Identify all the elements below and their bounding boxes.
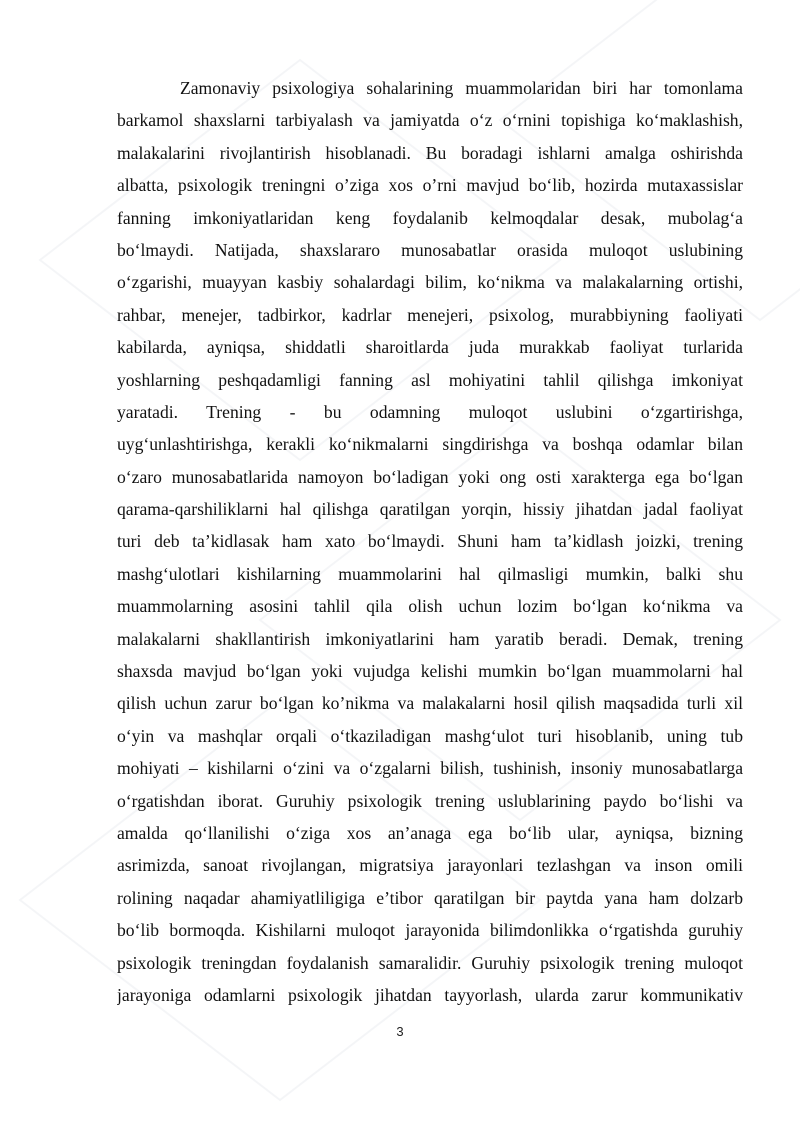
text-line: rolining naqadar ahamiyatliligiga e’tibor qaratilgan bir paytda yana ham dolzarb	[117, 887, 743, 908]
text-line: Zamonaviy psixologiya sohalarining muammolaridan biri har tomonlama	[180, 78, 743, 98]
body-paragraph	[117, 72, 743, 1011]
text-line: malakalarini rivojlantirish hisoblanadi. Bu boradagi ishlarni amalga oshirishda	[117, 142, 743, 163]
text-line: o‘yin va mashqlar orqali o‘tkaziladigan mashg‘ulot turi hisoblanib, uning tub	[117, 725, 743, 746]
text-line: asrimizda, sanoat rivojlangan, migratsiya jarayonlari tezlashgan va inson omili	[117, 855, 743, 876]
text-line: kabilarda, ayniqsa, shiddatli sharoitlarda juda murakkab faoliyat turlarida	[117, 337, 743, 358]
text-line: shaxsda mavjud bo‘lgan yoki vujudga kelishi mumkin bo‘lgan muammolarni hal	[117, 661, 743, 682]
text-line: yoshlarning peshqadamligi fanning asl mohiyatini tahlil qilishga imkoniyat	[117, 369, 743, 390]
text-line: bo‘lib bormoqda. Kishilarni muloqot jarayonida bilimdonlikka o‘rgatishda guruhiy	[117, 920, 743, 941]
text-line: o‘zgarishi, muayyan kasbiy sohalardagi bilim, ko‘nikma va malakalarning ortishi,	[117, 272, 743, 293]
text-line: uyg‘unlashtirishga, kerakli ko‘nikmalarni singdirishga va boshqa odamlar bilan	[117, 434, 743, 455]
text-line: o‘zaro munosabatlarida namoyon bo‘ladigan yoki ong osti xarakterga ega bo‘lgan	[117, 466, 743, 487]
text-line: qilish uchun zarur bo‘lgan ko’nikma va malakalarni hosil qilish maqsadida turli xil	[117, 693, 743, 714]
text-line: turi deb ta’kidlasak ham xato bo‘lmaydi. Shuni ham ta’kidlash joizki, trening	[117, 531, 743, 552]
text-line: albatta, psixologik treningni o’ziga xos o’rni mavjud bo‘lib, hozirda mutaxassislar	[117, 175, 743, 196]
page-number: 3	[396, 1024, 404, 1039]
text-line: muammolarning asosini tahlil qila olish uchun lozim bo‘lgan ko‘nikma va	[117, 596, 743, 617]
text-line: yaratadi. Trening - bu odamning muloqot uslubini o‘zgartirishga,	[117, 401, 743, 422]
text-line: bo‘lmaydi. Natijada, shaxslararo munosabatlar orasida muloqot uslubining	[117, 239, 743, 260]
text-line: barkamol shaxslarni tarbiyalash va jamiyatda o‘z o‘rnini topishiga ko‘maklashish,	[117, 110, 743, 131]
text-line: jarayoniga odamlarni psixologik jihatdan tayyorlash, ularda zarur kommunikativ	[117, 984, 743, 1005]
text-line: o‘rgatishdan iborat. Guruhiy psixologik trening uslublarining paydo bo‘lishi va	[117, 790, 743, 811]
text-line: mashg‘ulotlari kishilarning muammolarini hal qilmasligi mumkin, balki shu	[117, 563, 743, 584]
text-line: amalda qo‘llanilishi o‘ziga xos an’anaga ega bo‘lib ular, ayniqsa, bizning	[117, 822, 743, 843]
text-line: qarama-qarshiliklarni hal qilishga qaratilgan yorqin, hissiy jihatdan jadal faoliyat	[117, 499, 743, 520]
text-line: mohiyati – kishilarni o‘zini va o‘zgalarni bilish, tushinish, insoniy munosabatlarga	[117, 758, 743, 779]
text-line: psixologik treningdan foydalanish samaralidir. Guruhiy psixologik trening muloqot	[117, 952, 743, 973]
text-line: fanning imkoniyatlaridan keng foydalanib kelmoqdalar desak, mubolag‘a	[117, 207, 743, 228]
text-line: malakalarni shakllantirish imkoniyatlarini ham yaratib beradi. Demak, trening	[117, 628, 743, 649]
text-line: rahbar, menejer, tadbirkor, kadrlar menejeri, psixolog, murabbiyning faoliyati	[117, 304, 743, 325]
